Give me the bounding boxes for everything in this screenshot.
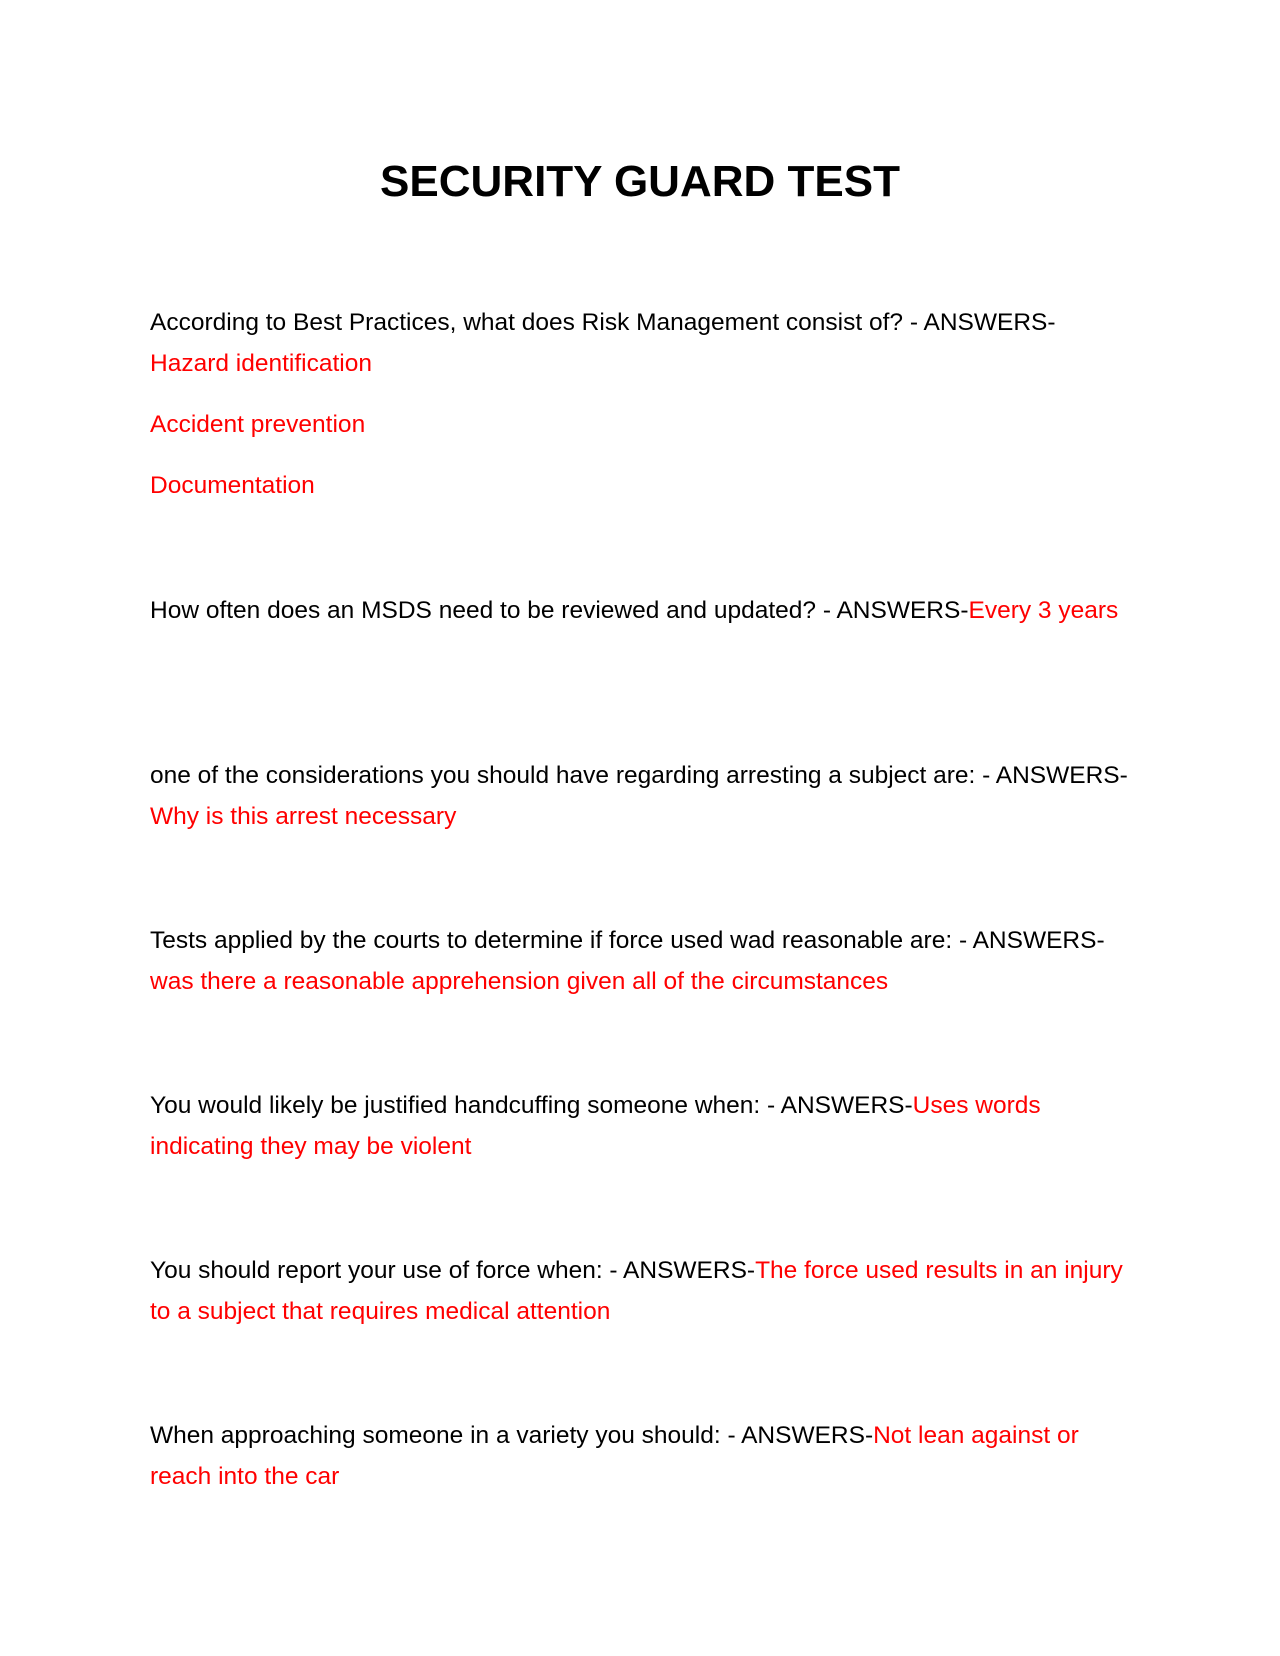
answer-text: The force used results in an injury to a subject that requires medical attention [150, 1257, 1123, 1325]
answer-text: Hazard identification [150, 350, 372, 377]
page-title: SECURITY GUARD TEST [380, 157, 900, 206]
question-text: Tests applied by the courts to determine if force used wad reasonable are: - ANSWERS- [150, 927, 1105, 954]
qa-item-4 [150, 920, 1140, 1002]
qa-item-3 [150, 755, 1140, 837]
qa-item-5 [150, 1085, 1140, 1167]
qa-item-2 [150, 590, 1140, 631]
question-text: When approaching someone in a variety you should: - ANSWERS- [150, 1422, 874, 1449]
answer-text: Documentation [150, 472, 315, 499]
answer-text: Not lean against or reach into the car [150, 1422, 1079, 1490]
answer-text: Why is this arrest necessary [150, 803, 457, 830]
answer-text: Uses words indicating they may be violent [150, 1092, 1041, 1160]
question-text: You should report your use of force when: - ANSWERS- [150, 1257, 756, 1284]
answer-text: was there a reasonable apprehension given all of the circumstances [150, 968, 889, 995]
question-text: You would likely be justified handcuffing someone when: - ANSWERS- [150, 1092, 913, 1119]
qa-item-6 [150, 1250, 1140, 1332]
question-text: one of the considerations you should have regarding arresting a subject are: - ANSWERS- [150, 762, 1128, 789]
qa-item-7 [150, 1415, 1140, 1497]
answer-text: Every 3 years [968, 597, 1119, 624]
answer-text: Accident prevention [150, 411, 366, 438]
question-text: How often does an MSDS need to be reviewed and updated? - ANSWERS- [150, 597, 969, 624]
qa-item-1 [150, 302, 1140, 506]
question-text: According to Best Practices, what does Risk Management consist of? - ANSWERS- [150, 309, 1056, 336]
